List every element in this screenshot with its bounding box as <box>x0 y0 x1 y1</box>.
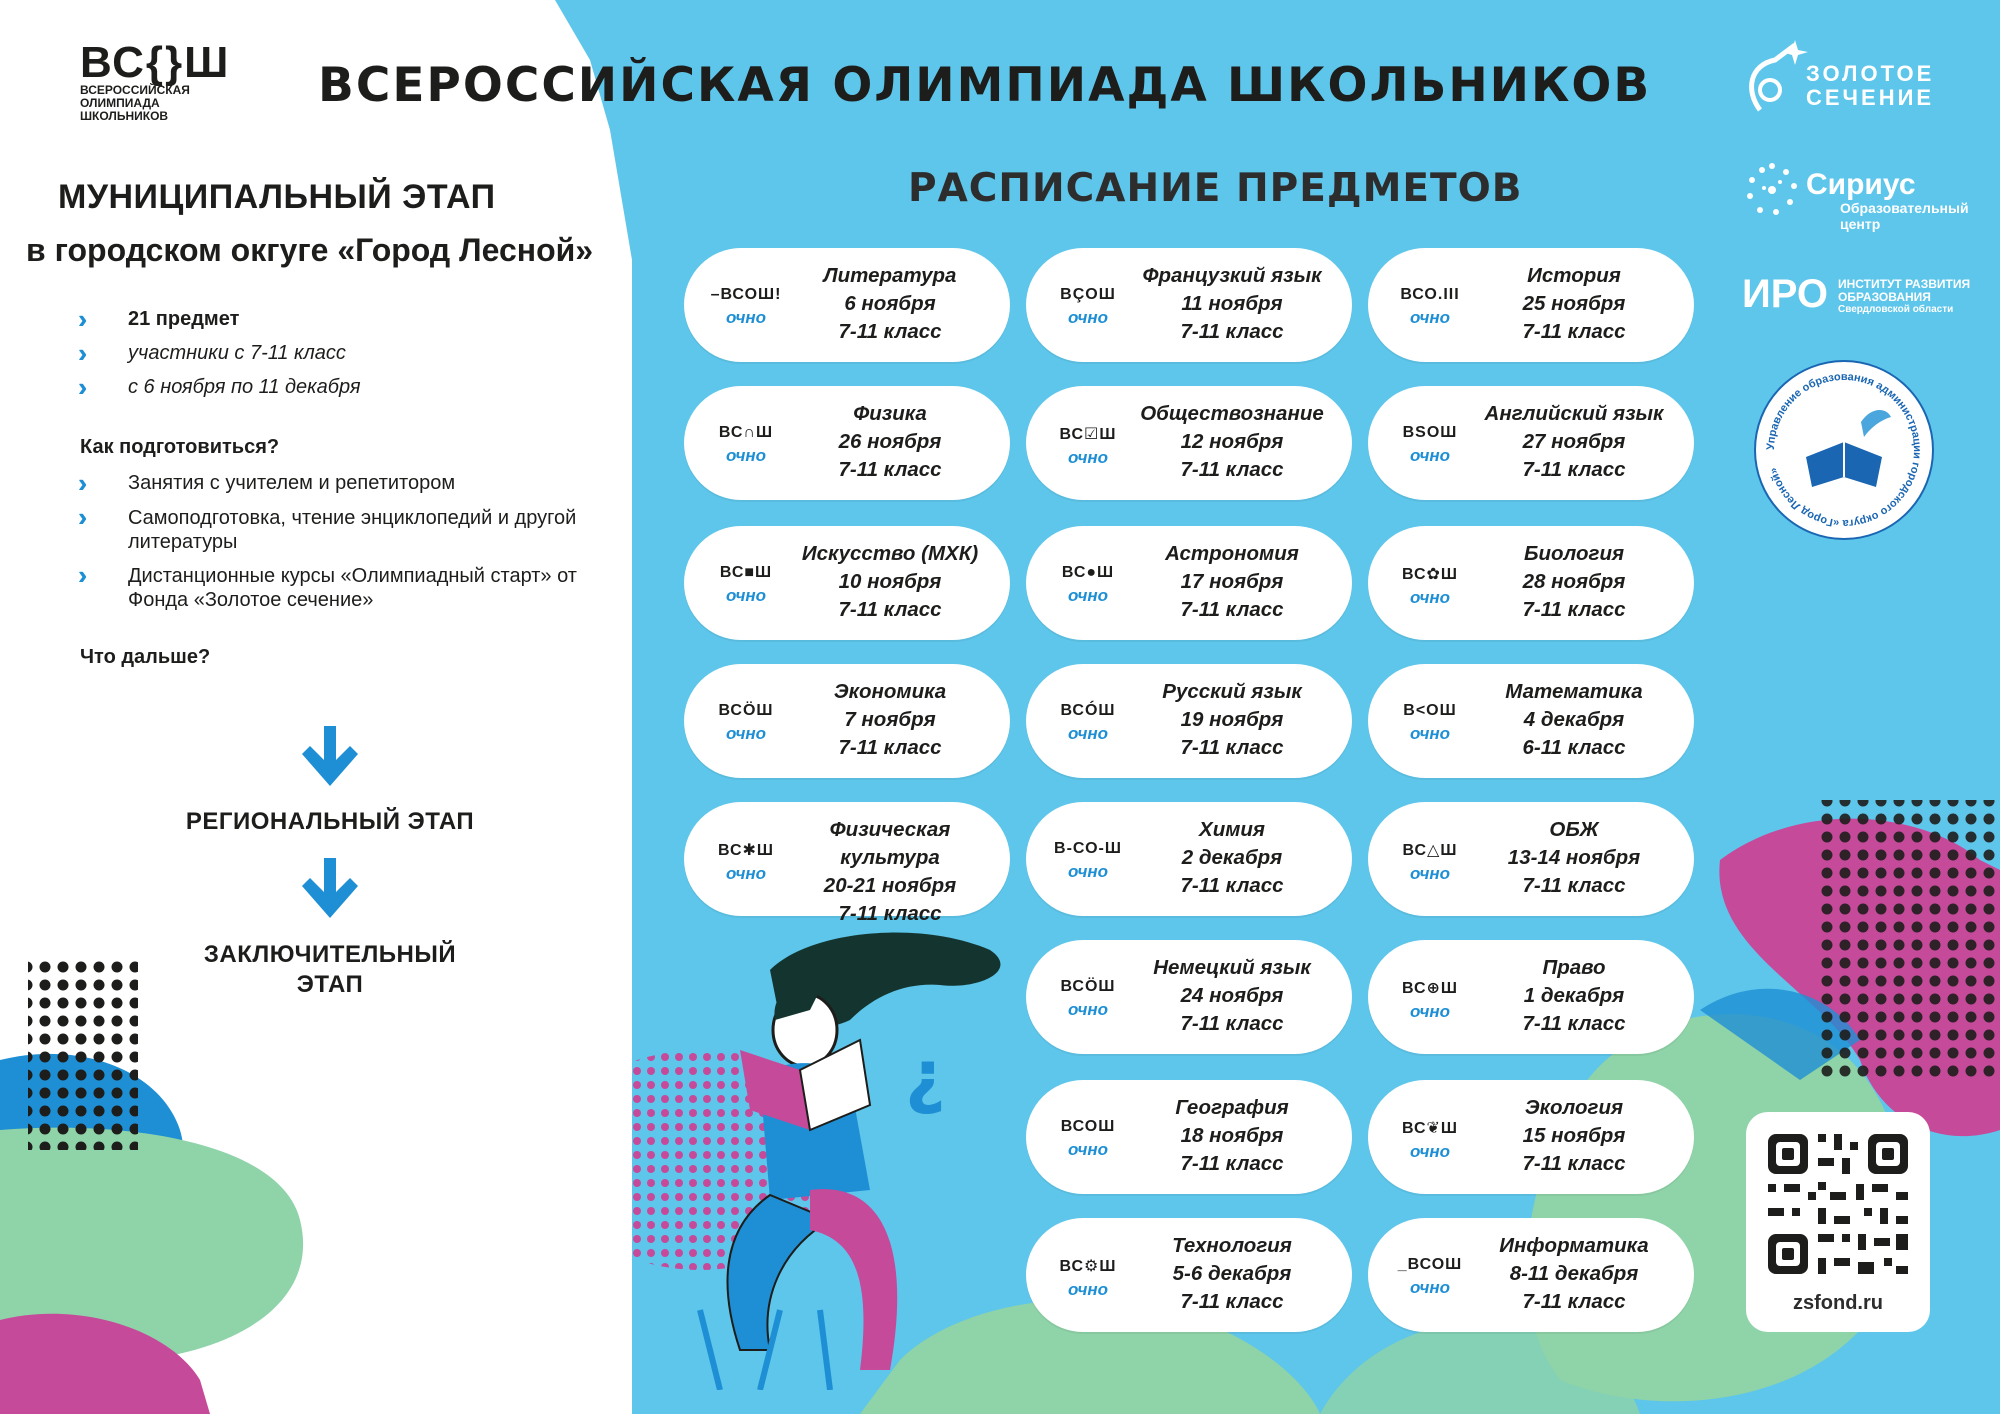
subject-date: 15 ноября <box>1522 1124 1626 1147</box>
mode-label: очно <box>1409 588 1451 607</box>
fact-item <box>78 338 346 368</box>
subject-name: Технология <box>1172 1234 1292 1257</box>
subject-logo: _ВСОШ <box>1397 1256 1463 1273</box>
subject-card <box>1368 248 1694 362</box>
fact-item <box>78 304 240 334</box>
subject-date: 24 ноября <box>1180 984 1284 1007</box>
subject-card <box>1026 248 1352 362</box>
subject-name: Французкий язык <box>1142 264 1322 287</box>
subject-card <box>1368 1080 1694 1194</box>
subject-grades: 7-11 класс <box>1180 736 1284 759</box>
double-chevron-icon: ›› <box>78 304 80 334</box>
subject-name: Информатика <box>1499 1234 1649 1257</box>
mode-label: очно <box>725 308 767 327</box>
mode-label: очно <box>1409 1002 1451 1021</box>
mode-label: очно <box>1067 308 1109 327</box>
subject-name: Астрономия <box>1165 542 1299 565</box>
fact-item <box>78 372 361 402</box>
schedule-title: РАСПИСАНИЕ ПРЕДМЕТОВ <box>908 166 1523 211</box>
subject-logo: ВÇОШ <box>1060 286 1116 303</box>
subject-name: Обществознание <box>1140 402 1324 425</box>
vsosh-logo-subtitle: ВСЕРОССИЙСКАЯ ОЛИМПИАДА ШКОЛЬНИКОВ <box>80 83 190 123</box>
subject-grades: 7-11 класс <box>838 320 942 343</box>
subject-grades: 7-11 класс <box>838 902 942 925</box>
subject-grades: 7-11 класс <box>1522 1152 1626 1175</box>
subject-logo: ВСÓШ <box>1060 702 1116 719</box>
subject-grades: 7-11 класс <box>1522 320 1626 343</box>
education-department-seal <box>1754 360 1934 540</box>
subject-date: 8-11 декабря <box>1509 1262 1639 1285</box>
subject-date: 20-21 ноября <box>823 874 957 897</box>
mode-label: очно <box>725 446 767 465</box>
subject-name: Немецкий язык <box>1153 956 1311 979</box>
subject-card <box>684 526 1010 640</box>
subject-grades: 7-11 класс <box>1180 598 1284 621</box>
arrow-down-icon <box>302 726 358 790</box>
prepare-item <box>78 560 578 612</box>
subject-name: Экономика <box>833 680 947 703</box>
subject-grades: 7-11 класс <box>838 458 942 481</box>
subject-grades: 7-11 класс <box>1522 874 1626 897</box>
subject-card <box>1368 802 1694 916</box>
subject-grades: 7-11 класс <box>1522 1290 1626 1313</box>
double-chevron-icon: ›› <box>78 372 80 402</box>
subject-grades: 7-11 класс <box>1180 320 1284 343</box>
mode-label: очно <box>1067 724 1109 743</box>
subject-grades: 7-11 класс <box>1180 1152 1284 1175</box>
final-stage: ЗАКЛЮЧИТЕЛЬНЫЙ ЭТАП <box>203 941 457 998</box>
regional-stage: РЕГИОНАЛЬНЫЙ ЭТАП <box>185 808 475 835</box>
subject-name: Математика <box>1505 680 1643 703</box>
subject-logo: BSOШ <box>1402 424 1458 441</box>
double-chevron-icon: ›› <box>78 560 80 590</box>
subject-logo: ВС❦Ш <box>1402 1120 1458 1137</box>
subject-card <box>1026 802 1352 916</box>
subject-date: 1 декабря <box>1523 984 1625 1007</box>
subject-grades: 7-11 класс <box>838 598 942 621</box>
subject-card <box>684 248 1010 362</box>
subject-name: Литература <box>823 264 957 287</box>
mode-label: очно <box>1067 1000 1109 1019</box>
subject-grades: 7-11 класс <box>1180 1012 1284 1035</box>
subject-card <box>1368 664 1694 778</box>
subject-date: 12 ноября <box>1180 430 1284 453</box>
subject-name: География <box>1175 1096 1289 1119</box>
double-chevron-icon: ›› <box>78 338 80 368</box>
prepare-text: Самоподготовка, чтение энциклопедий и другой литературы <box>128 507 577 553</box>
subject-date: 11 ноября <box>1181 292 1283 315</box>
subject-logo: ВС⊕Ш <box>1402 980 1458 997</box>
iro-logo: ИРО <box>1742 272 1829 316</box>
next-heading: Что дальше? <box>80 646 211 668</box>
subject-card <box>1368 1218 1694 1332</box>
mode-label: очно <box>1409 864 1451 883</box>
fact-text: с 6 ноября по 11 декабря <box>128 376 361 398</box>
mode-label: очно <box>1067 1280 1109 1299</box>
subject-logo: ВС✿Ш <box>1402 566 1458 583</box>
subject-card <box>684 802 1010 925</box>
subject-logo: В-СО-Ш <box>1054 840 1122 857</box>
subject-name: Английский язык <box>1484 402 1664 425</box>
mode-label: очно <box>1409 308 1451 327</box>
stage-subtitle: в городском окгуге «Город Лесной» <box>26 232 594 268</box>
subject-card <box>1368 526 1694 640</box>
qr-code-icon <box>1746 1112 1930 1292</box>
subject-card <box>1026 940 1352 1054</box>
mode-label: очно <box>1067 1140 1109 1159</box>
prepare-item <box>78 502 578 554</box>
subject-date: 27 ноября <box>1522 430 1626 453</box>
fact-text: участники с 7-11 класс <box>128 342 346 364</box>
subject-grades: 7-11 класс <box>1180 458 1284 481</box>
mode-label: очно <box>725 864 767 883</box>
iro-region: Свердловской области <box>1838 304 1954 315</box>
sirius-icon <box>1742 160 1802 220</box>
subject-grades: 7-11 класс <box>1522 598 1626 621</box>
subject-date: 5-6 декабря <box>1172 1262 1292 1285</box>
subject-logo: ВС☑Ш <box>1059 426 1117 443</box>
vsosh-logo: ВС{}Ш <box>80 38 231 87</box>
seal-text: Управление образования администрации городского округа «Город Лесной» <box>1764 370 1924 530</box>
subject-date: 25 ноября <box>1522 292 1626 315</box>
subject-logo: ВС●Ш <box>1061 564 1115 581</box>
mode-label: очно <box>1409 1142 1451 1161</box>
prepare-heading: Как подготовиться? <box>80 436 280 458</box>
subject-date: 2 декабря <box>1181 846 1283 869</box>
subject-grades: 7-11 класс <box>1522 458 1626 481</box>
subject-card <box>684 664 1010 778</box>
subject-card <box>1026 386 1352 500</box>
subject-name: ОБЖ <box>1549 818 1599 841</box>
double-chevron-icon: ›› <box>78 468 80 498</box>
mode-label: очно <box>1067 586 1109 605</box>
subject-date: 6 ноября <box>844 292 936 315</box>
subject-logo: ВС⚙Ш <box>1059 1258 1117 1275</box>
stage-title: МУНИЦИПАЛЬНЫЙ ЭТАП <box>58 178 496 216</box>
subject-logo: ВС✱Ш <box>718 842 774 859</box>
subject-date: 4 декабря <box>1523 708 1625 731</box>
subject-card <box>1026 664 1352 778</box>
sirius-logo-subtitle: Образовательный центр <box>1840 200 1969 232</box>
sirius-logo: Сириус <box>1806 168 1916 201</box>
subject-name: Физическая культура <box>829 818 951 869</box>
subject-name: Физика <box>853 402 927 425</box>
subject-grades: 7-11 класс <box>1522 1012 1626 1035</box>
subject-logo: ВС△Ш <box>1402 842 1458 859</box>
mode-label: очно <box>1409 724 1451 743</box>
iro-logo-subtitle: ИНСТИТУТ РАЗВИТИЯ ОБРАЗОВАНИЯ <box>1838 277 1971 304</box>
left-decor-shapes <box>0 940 320 1414</box>
subject-name: Биология <box>1523 542 1625 565</box>
mode-label: очно <box>1409 1278 1451 1297</box>
subject-card <box>1026 1080 1352 1194</box>
subject-card <box>1368 940 1694 1054</box>
golden-section-logo: ЗОЛОТОЕ СЕЧЕНИЕ <box>1806 61 1935 110</box>
subject-logo: ВСОШ <box>1060 1118 1116 1135</box>
subject-card <box>1026 526 1352 640</box>
subject-grades: 7-11 класс <box>1180 874 1284 897</box>
prepare-item <box>78 468 598 498</box>
svg-text:¿: ¿ <box>905 1035 946 1117</box>
prepare-text: Занятия с учителем и репетитором <box>128 472 456 494</box>
mode-label: очно <box>1067 862 1109 881</box>
seal-emblem-icon <box>1756 362 1932 538</box>
subject-card <box>1026 1218 1352 1332</box>
subject-card <box>684 386 1010 500</box>
mode-label: очно <box>725 724 767 743</box>
subject-date: 18 ноября <box>1180 1124 1284 1147</box>
subject-logo: –ВСОШ! <box>710 286 782 303</box>
girl-reading-illustration <box>660 930 1020 1390</box>
website-link[interactable]: zsfond.ru <box>1793 1292 1883 1314</box>
subject-logo: ВСÖШ <box>718 702 774 719</box>
page-title: ВСЕРОССИЙСКАЯ ОЛИМПИАДА ШКОЛЬНИКОВ <box>318 58 1652 113</box>
subject-name: Химия <box>1199 818 1265 841</box>
subject-grades: 6-11 класс <box>1522 736 1626 759</box>
subject-date: 13-14 ноября <box>1507 846 1641 869</box>
subject-date: 26 ноября <box>838 430 942 453</box>
golden-section-icon <box>1740 40 1810 120</box>
subject-grades: 7-11 класс <box>838 736 942 759</box>
subject-logo: В<ОШ <box>1403 702 1457 719</box>
double-chevron-icon: ›› <box>78 502 80 532</box>
fact-text: 21 предмет <box>128 308 240 330</box>
subject-name: Русский язык <box>1162 680 1302 703</box>
subject-date: 28 ноября <box>1522 570 1626 593</box>
subject-name: Искусство (МХК) <box>801 542 979 565</box>
subject-logo: ВСО.III <box>1400 286 1460 303</box>
mode-label: очно <box>1409 446 1451 465</box>
subject-grades: 7-11 класс <box>1180 1290 1284 1313</box>
subject-date: 17 ноября <box>1180 570 1284 593</box>
prepare-text: Дистанционные курсы «Олимпиадный старт» от Фонда «Золотое сечение» <box>128 565 577 611</box>
subject-logo: ВС∩Ш <box>718 424 774 441</box>
mode-label: очно <box>725 586 767 605</box>
mode-label: очно <box>1067 448 1109 467</box>
subject-date: 7 ноября <box>844 708 936 731</box>
subject-name: История <box>1527 264 1621 287</box>
subject-name: Право <box>1542 956 1606 979</box>
arrow-down-icon <box>302 858 358 922</box>
subject-logo: ВСÖШ <box>1060 978 1116 995</box>
subject-name: Экология <box>1524 1096 1624 1119</box>
subject-date: 19 ноября <box>1180 708 1284 731</box>
subject-logo: ВС■Ш <box>719 564 773 581</box>
subject-card <box>1368 386 1694 500</box>
subject-date: 10 ноября <box>838 570 942 593</box>
